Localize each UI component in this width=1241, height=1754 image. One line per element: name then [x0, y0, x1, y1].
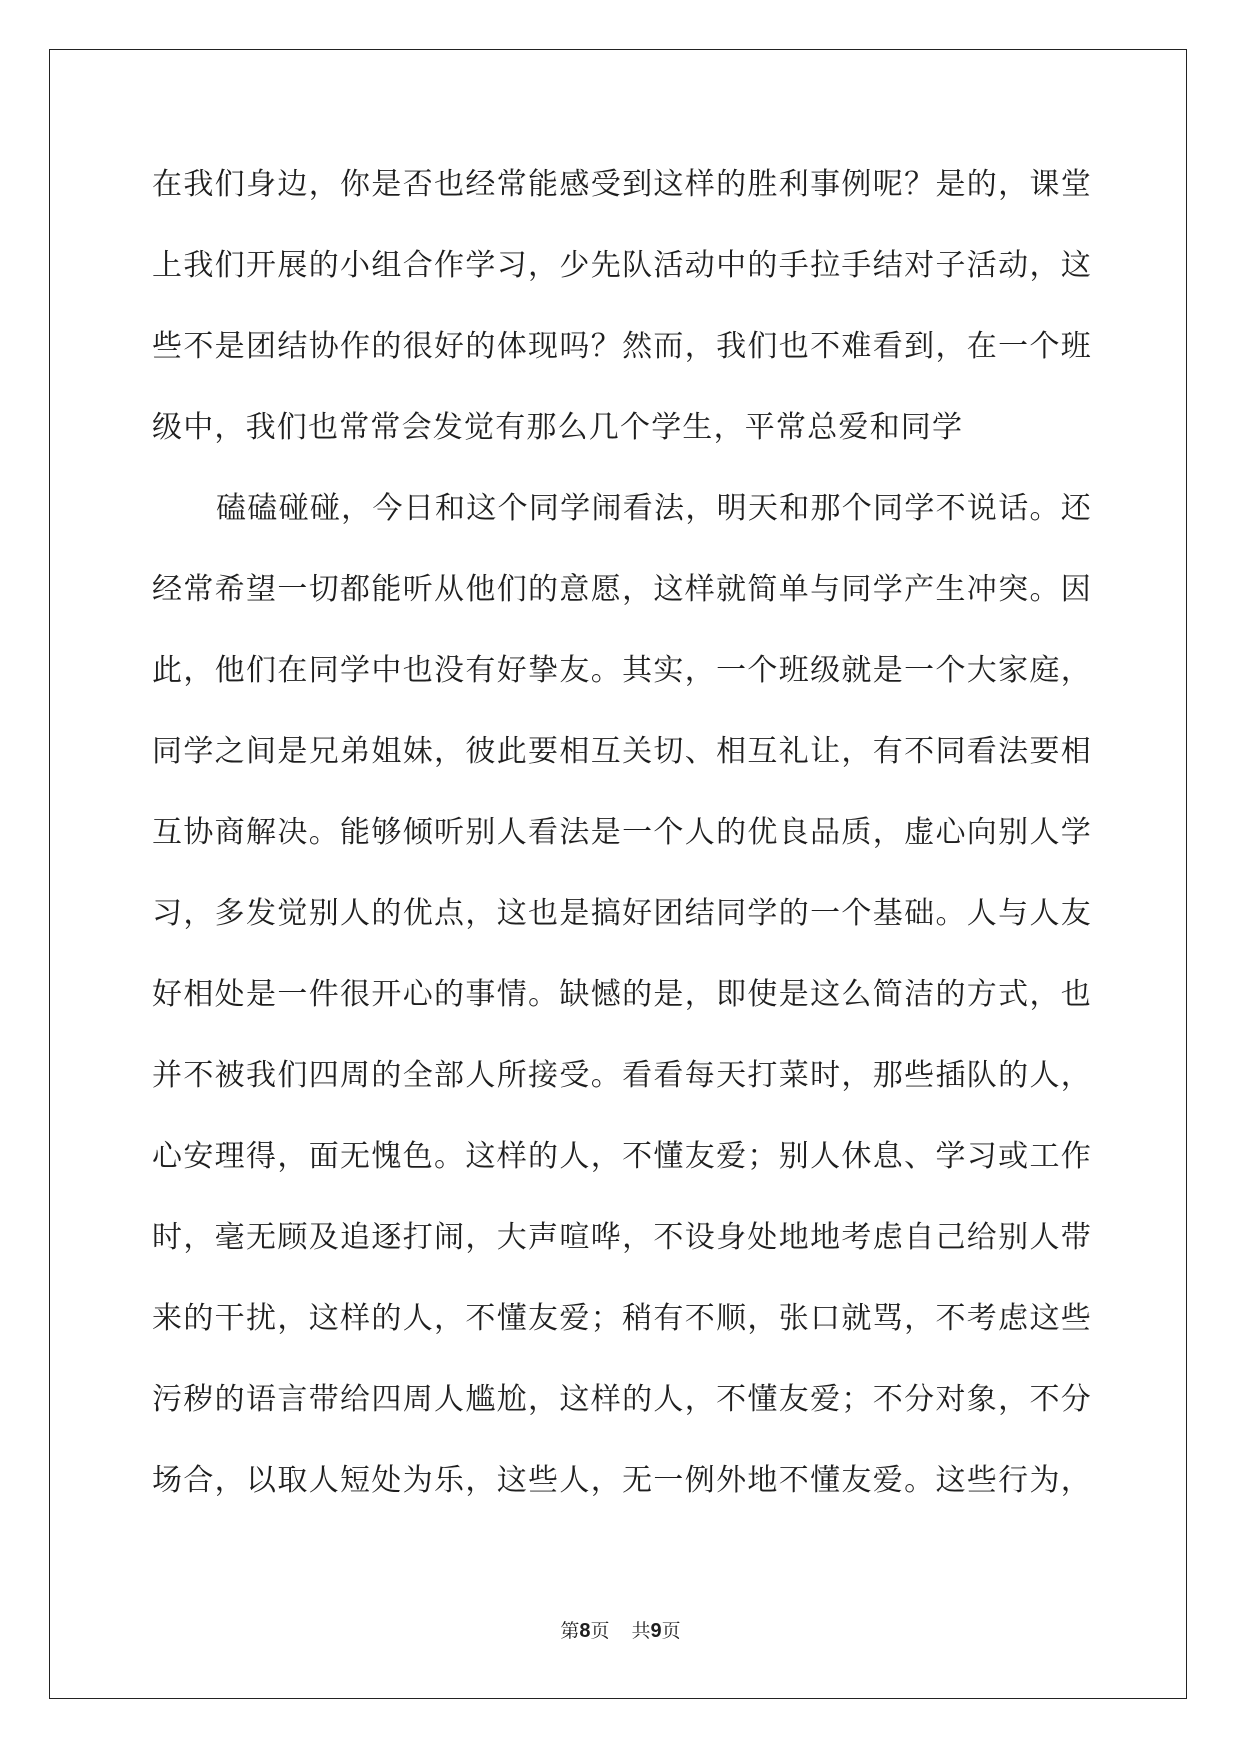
text-line: 场合，以取人短处为乐，这些人，无一例外地不懂友爱。这些行为， [152, 1463, 1092, 1498]
text-line: 些不是团结协作的很好的体现吗？然而，我们也不难看到，在一个班 [152, 329, 1092, 364]
page-suffix: 页 [590, 1620, 610, 1642]
document-body [152, 155, 1092, 1532]
text-line: 互协商解决。能够倾听别人看法是一个人的优良品质，虚心向别人学 [152, 815, 1092, 850]
page-prefix: 第 [560, 1620, 580, 1642]
text-line: 污秽的语言带给四周人尴尬，这样的人，不懂友爱；不分对象，不分 [152, 1382, 1092, 1417]
text-line: 习，多发觉别人的优点，这也是搞好团结同学的一个基础。人与人友 [152, 896, 1092, 931]
total-suffix: 页 [661, 1620, 681, 1642]
text-line: 来的干扰，这样的人，不懂友爱；稍有不顺，张口就骂，不考虑这些 [152, 1301, 1092, 1336]
text-line: 经常希望一切都能听从他们的意愿，这样就简单与同学产生冲突。因 [152, 572, 1092, 607]
page-number: 8 [579, 1620, 591, 1642]
total-pages: 9 [650, 1620, 662, 1642]
text-line: 此，他们在同学中也没有好挚友。其实，一个班级就是一个大家庭， [152, 653, 1092, 688]
text-line: 级中，我们也常常会发觉有那么几个学生，平常总爱和同学 [152, 410, 964, 445]
text-line: 好相处是一件很开心的事情。缺憾的是，即使是这么简洁的方式，也 [152, 977, 1092, 1012]
paragraph-start-line: 磕磕碰碰，今日和这个同学闹看法，明天和那个同学不说话。还 [216, 491, 1092, 526]
text-line: 时，毫无顾及追逐打闹，大声喧哗，不设身处地地考虑自己给别人带 [152, 1220, 1092, 1255]
text-line: 心安理得，面无愧色。这样的人，不懂友爱；别人休息、学习或工作 [152, 1139, 1092, 1174]
total-prefix: 共 [631, 1620, 651, 1642]
text-line: 上我们开展的小组合作学习，少先队活动中的手拉手结对子活动，这 [152, 248, 1092, 283]
text-line: 同学之间是兄弟姐妹，彼此要相互关切、相互礼让，有不同看法要相 [152, 734, 1092, 769]
page-footer [0, 1616, 1241, 1643]
text-line: 在我们身边，你是否也经常能感受到这样的胜利事例呢？是的，课堂 [152, 167, 1092, 202]
text-line: 并不被我们四周的全部人所接受。看看每天打菜时，那些插队的人， [152, 1058, 1092, 1093]
